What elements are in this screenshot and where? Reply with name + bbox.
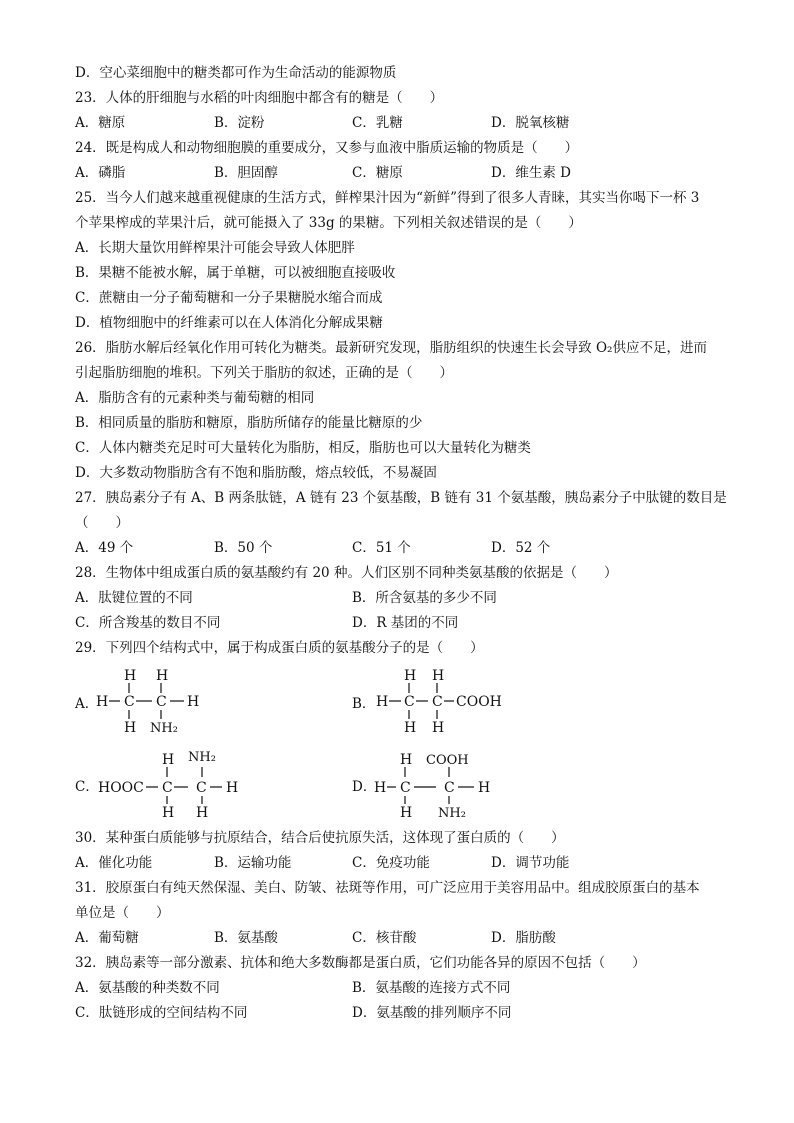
q29-option-b-label[interactable]: B． [352, 696, 376, 712]
q30-option-b[interactable]: B．运输功能 [214, 855, 292, 871]
q23-stem: 23．人体的肝细胞与水稻的叶肉细胞中都含有的糖是（ ） [75, 90, 444, 106]
q23-option-d[interactable]: D．脱氧核糖 [491, 115, 570, 131]
q32-stem: 32．胰岛素等一部分激素、抗体和绝大多数酶都是蛋白质，它们功能各异的原因不包括（ ） [75, 955, 646, 971]
q25-stem-line1: 25．当今人们越来越重视健康的生活方式，鲜榨果汁因为“新鲜”得到了很多人青睐，其实当你喝下一杯 3 [75, 190, 700, 206]
q31-option-d[interactable]: D．脂肪酸 [491, 930, 556, 946]
atom-h: H [404, 720, 417, 736]
q31-option-b[interactable]: B．氨基酸 [214, 930, 278, 946]
atom-h: H [96, 694, 109, 710]
q32-option-b[interactable]: B．氨基酸的连接方式不同 [352, 980, 511, 996]
atom-c: C [162, 780, 173, 796]
atom-h: H [400, 805, 413, 821]
atom-nh2: NH₂ [150, 721, 178, 736]
atom-c: C [400, 780, 411, 796]
q23-option-c[interactable]: C．乳糖 [352, 115, 403, 131]
atom-hooc: HOOC [98, 780, 144, 796]
q25-option-b[interactable]: B．果糖不能被水解，属于单糖，可以被细胞直接吸收 [75, 265, 396, 281]
q28-stem: 28．生物体中组成蛋白质的氨基酸约有 20 种。人们区别不同种类氨基酸的依据是（ ） [75, 565, 618, 581]
atom-h: H [478, 780, 491, 796]
structure-a[interactable] [92, 664, 222, 740]
q27-option-b[interactable]: B．50 个 [214, 540, 273, 556]
q22-option-d: D．空心菜细胞中的糖类都可作为生命活动的能源物质 [75, 65, 397, 81]
structure-c[interactable] [96, 745, 256, 825]
q26-option-d[interactable]: D．大多数动物脂肪含有不饱和脂肪酸，熔点较低，不易凝固 [75, 465, 437, 481]
q31-option-a[interactable]: A．葡萄糖 [75, 930, 139, 946]
q31-stem-line2: 单位是（ ） [75, 905, 170, 921]
q31-stem-line1: 31．胶原蛋白有纯天然保湿、美白、防皱、祛斑等作用，可广泛应用于美容用品中。组成胶原蛋白的基本 [75, 880, 700, 896]
q26-stem-line1: 26．脂肪水解后经氧化作用可转化为糖类。最新研究发现，脂肪组织的快速生长会导致 O₂供应不足，进而 [75, 340, 707, 356]
q27-option-a[interactable]: A．49 个 [75, 540, 134, 556]
atom-c: C [404, 694, 415, 710]
q32-option-c[interactable]: C．肽链形成的空间结构不同 [75, 1005, 248, 1021]
structure-b[interactable] [370, 664, 520, 740]
atom-h: H [156, 668, 169, 684]
atom-h: H [162, 752, 175, 768]
q25-option-d[interactable]: D．植物细胞中的纤维素可以在人体消化分解成果糖 [75, 315, 383, 331]
q29-option-a-label[interactable]: A． [75, 696, 99, 712]
q25-stem-line2: 个苹果榨成的苹果汁后，就可能摄入了 33g 的果糖。下列相关叙述错误的是（ ） [75, 215, 582, 231]
q25-option-a[interactable]: A．长期大量饮用鲜榨果汁可能会导致人体肥胖 [75, 240, 355, 256]
q29-stem: 29．下列四个结构式中，属于构成蛋白质的氨基酸分子的是（ ） [75, 640, 484, 656]
q28-option-d[interactable]: D．R 基团的不同 [352, 615, 459, 631]
atom-nh2: NH₂ [438, 806, 466, 821]
q26-option-b[interactable]: B．相同质量的脂肪和糖原，脂肪所储存的能量比糖原的少 [75, 415, 423, 431]
atom-h: H [404, 668, 417, 684]
q29-option-c-label[interactable]: C． [75, 779, 99, 795]
q23-option-b[interactable]: B．淀粉 [214, 115, 265, 131]
atom-h: H [432, 720, 445, 736]
q24-option-a[interactable]: A．磷脂 [75, 165, 126, 181]
q30-option-c[interactable]: C．免疫功能 [352, 855, 430, 871]
q28-option-a[interactable]: A．肽键位置的不同 [75, 590, 193, 606]
atom-h: H [196, 805, 209, 821]
q25-option-c[interactable]: C．蔗糖由一分子葡萄糖和一分子果糖脱水缩合而成 [75, 290, 383, 306]
q27-option-c[interactable]: C．51 个 [352, 540, 411, 556]
atom-h: H [374, 780, 387, 796]
atom-h: H [432, 668, 445, 684]
q28-option-b[interactable]: B．所含氨基的多少不同 [352, 590, 497, 606]
q32-option-a[interactable]: A．氨基酸的种类数不同 [75, 980, 220, 996]
atom-h: H [187, 694, 200, 710]
structure-d[interactable] [370, 745, 510, 825]
atom-c: C [156, 694, 167, 710]
q28-option-c[interactable]: C．所含羧基的数目不同 [75, 615, 221, 631]
q29-option-d-label[interactable]: D． [352, 779, 377, 795]
atom-c: C [432, 694, 443, 710]
q31-option-c[interactable]: C．核苷酸 [352, 930, 417, 946]
q27-stem-line2: （ ） [75, 515, 129, 531]
atom-cooh: COOH [426, 753, 469, 768]
q30-option-a[interactable]: A．催化功能 [75, 855, 153, 871]
atom-h: H [124, 668, 137, 684]
q24-option-b[interactable]: B．胆固醇 [214, 165, 278, 181]
q32-option-d[interactable]: D．氨基酸的排列顺序不同 [352, 1005, 512, 1021]
atom-h: H [124, 720, 137, 736]
q27-stem-line1: 27．胰岛素分子有 A、B 两条肽链，A 链有 23 个氨基酸，B 链有 31 个氨基酸，胰岛素分子中肽键的数目是 [75, 490, 727, 506]
q30-option-d[interactable]: D．调节功能 [491, 855, 570, 871]
atom-nh2: NH₂ [188, 750, 216, 765]
atom-h: H [226, 780, 239, 796]
q26-stem-line2: 引起脂肪细胞的堆积。下列关于脂肪的叙述，正确的是（ ） [75, 365, 453, 381]
atom-c: C [444, 780, 455, 796]
atom-h: H [400, 752, 413, 768]
atom-c: C [124, 694, 135, 710]
atom-h: H [162, 805, 175, 821]
q23-option-a[interactable]: A．糖原 [75, 115, 126, 131]
q26-option-c[interactable]: C．人体内糖类充足时可大量转化为脂肪，相反，脂肪也可以大量转化为糖类 [75, 440, 531, 456]
q24-option-d[interactable]: D．维生素 D [491, 165, 571, 181]
atom-c: C [196, 780, 207, 796]
atom-cooh: COOH [456, 694, 502, 710]
q27-option-d[interactable]: D．52 个 [491, 540, 551, 556]
q24-stem: 24．既是构成人和动物细胞膜的重要成分，又参与血液中脂质运输的物质是（ ） [75, 140, 579, 156]
atom-h: H [376, 694, 389, 710]
q24-option-c[interactable]: C．糖原 [352, 165, 403, 181]
q30-stem: 30．某种蛋白质能够与抗原结合，结合后使抗原失活，这体现了蛋白质的（ ） [75, 830, 565, 846]
q26-option-a[interactable]: A．脂肪含有的元素种类与葡萄糖的相同 [75, 390, 315, 406]
